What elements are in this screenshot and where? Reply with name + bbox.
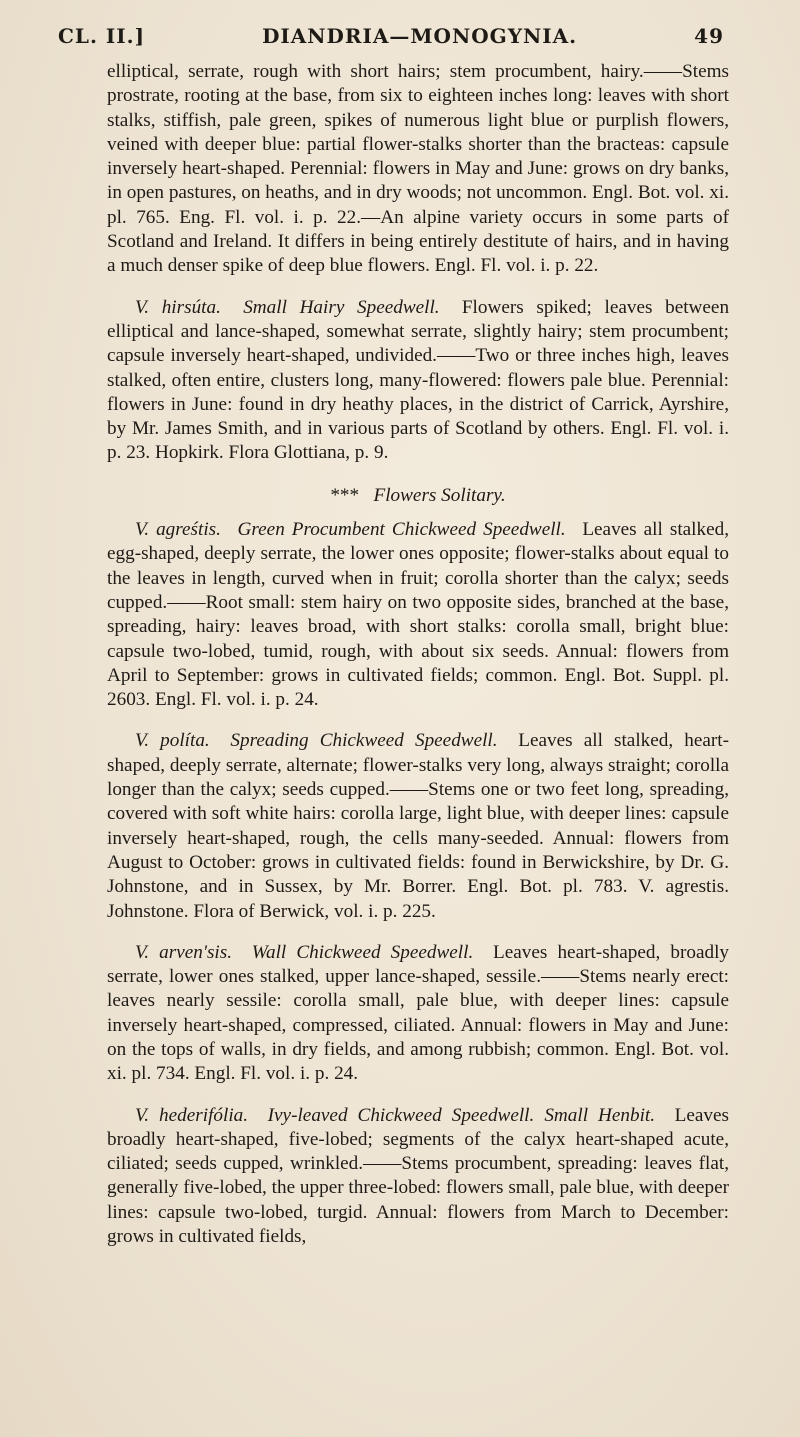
running-head [58, 16, 724, 56]
chapter-reference: CL. II.] [58, 24, 146, 48]
species-entry [107, 1104, 729, 1250]
body-text [107, 60, 729, 1249]
page-number: 49 [694, 24, 724, 48]
entry-text: Leaves all stalked, heart-shaped, deeply serrate, alternate; flower-stalks very long, always straight; corolla longer than the calyx; seeds cupped.——Stems one or two feet long, spreading, covered with soft white hairs: corolla large, light blue, with deeper lines: capsule inversely heart-shaped, rough, the cells many-seeded. Annual: flowers from August to October: grows in cultivated fields: found in Berwickshire, by Dr. G. Johnstone, and in Sussex, by Mr. Borrer. Engl. Bot. pl. 783. V. agrestis. Johnstone. Flora of Berwick, vol. i. p. 225. [107, 730, 729, 922]
species-entry [107, 941, 729, 1087]
entry-text: Flowers spiked; leaves between elliptical and lance-shaped, somewhat serrate, slightly hairy; stem procumbent; capsule inversely heart-shaped, undivided.——Two or three inches high, leaves stalked, often entire, clusters long, many-flowered: flowers pale blue. Perennial: flowers in June: found in dry heathy places, in the district of Carrick, Ayrshire, by Mr. James Smith, and in various parts of Scotland by others. Engl. Fl. vol. i. p. 23. Hopkirk. Flora Glottiana, p. 9. [107, 296, 730, 464]
species-name: V. agreśtis. [135, 519, 231, 541]
common-name: Spreading Chickweed Speedwell. [230, 730, 508, 752]
species-entry [107, 296, 729, 466]
common-name: Ivy-leaved Chickweed Speedwell. Small Henbit. [267, 1104, 665, 1126]
common-name: Wall Chickweed Speedwell. [251, 941, 483, 963]
entry-text: Leaves broadly heart-shaped, five-lobed; segments of the calyx heart-shaped acute, ciliated; seeds cupped, wrinkled.——Stems procumbent, spreading: leaves flat, generally five-lobed, the upper three-lobed: flowers small, pale blue, with deeper lines: capsule two-lobed, turgid. Annual: flowers from March to December: grows in cultivated fields, [107, 1104, 730, 1248]
entry-text: Leaves heart-shaped, broadly serrate, lower ones stalked, upper lance-shaped, sessile.——Stems nearly erect: leaves nearly sessile: corolla small, pale blue, with deeper lines: capsule inversely heart-shaped, compressed, ciliated. Annual: flowers in May and June: on the tops of walls, in dry fields, and among rubbish; common. Engl. Bot. vol. xi. pl. 734. Engl. Fl. vol. i. p. 24. [107, 941, 730, 1085]
common-name: Small Hairy Speedwell. [243, 296, 450, 318]
species-name: V. hederifólia. [135, 1104, 258, 1126]
common-name: Green Procumbent Chickweed Speedwell. [237, 519, 576, 541]
species-name: V. políta. [135, 730, 220, 752]
subsection-mark: *** [330, 484, 369, 506]
section-title: DIANDRIA—MONOGYNIA. [262, 24, 578, 48]
subsection-heading [107, 484, 729, 508]
species-entry [107, 518, 729, 712]
species-entry [107, 729, 729, 923]
entry-text: elliptical, serrate, rough with short hairs; stem procumbent, hairy.——Stems prostrate, rooting at the base, from six to eighteen inches long: leaves with short stalks, stiffish, pale green, spikes of numerous light blue or purplish flowers, veined with deeper blue: partial flower-stalks shorter than the bracteas: capsule inversely heart-shaped. Perennial: flowers in May and June: grows on dry banks, in open pastures, on heaths, and in dry woods; not uncommon. Engl. Bot. vol. xi. pl. 765. Eng. Fl. vol. i. p. 22.—An alpine variety occurs in some parts of Scotland and Ireland. It differs in being entirely destitute of hairs, and in having a much denser spike of deep blue flowers. Engl. Fl. vol. i. p. 22. [107, 61, 729, 277]
entry-text: Leaves all stalked, egg-shaped, deeply serrate, the lower ones opposite; flower-stalks about equal to the leaves in length, curved when in fruit; corolla shorter than the calyx; seeds cupped.——Root small: stem hairy on two opposite sides, branched at the base, spreading, hairy: leaves broad, with short stalks: corolla small, bright blue: capsule two-lobed, tumid, rough, with about six seeds. Annual: flowers from April to September: grows in cultivated fields; common. Engl. Bot. Suppl. pl. 2603. Engl. Fl. vol. i. p. 24. [107, 519, 730, 711]
subsection-label: Flowers Solitary. [373, 484, 506, 506]
species-name: V. hirsúta. [135, 296, 231, 318]
species-entry-continued [107, 60, 729, 279]
species-name: V. arven'sis. [135, 941, 242, 963]
